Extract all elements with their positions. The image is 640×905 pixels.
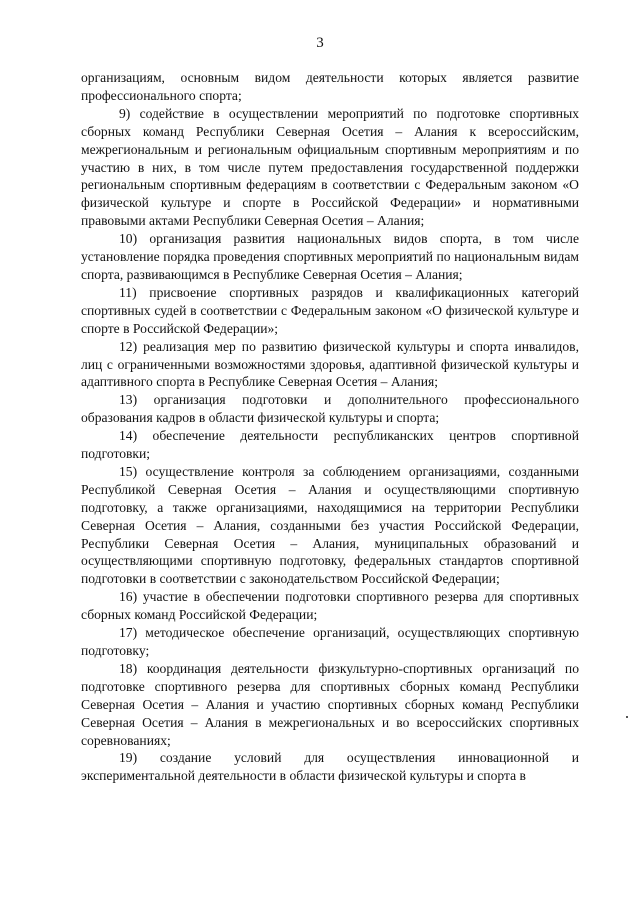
paragraph-item-17: 17) методическое обеспечение организаций, осуществляющих спортивную подготовку; (81, 625, 579, 658)
document-body (81, 69, 579, 785)
paragraph-item-16: 16) участие в обеспечении подготовки спортивного резерва для спортивных сборных команд Российской Федерации; (81, 589, 579, 623)
paragraph-item-13: 13) организация подготовки и дополнительного профессионального образования кадров в области физической культуры и спорта; (81, 392, 579, 426)
paragraph-item-15: 15) осуществление контроля за соблюдением организациями, созданными Республикой Северная Осетия – Алания и осуществляющими спортивную подготовку, а также организациями, находящимися на территории Республики Северная Осетия – Алания, созданными без участия Российской Федерации, Республики Северная Осетия – Алания, муниципальных образований и осуществляющими спортивную подготовку, федеральных стандартов спортивной подготовки в соответствии с законодательством Российской Федерации; (81, 463, 579, 587)
paragraph-item-19: 19) создание условий для осуществления инновационной и экспериментальной деятельности в области физической культуры и спорта в (81, 750, 579, 784)
scan-artifact-dot (626, 716, 628, 718)
page-number: 3 (316, 35, 324, 51)
paragraph-item-12: 12) реализация мер по развитию физической культуры и спорта инвалидов, лиц с ограниченными возможностями здоровья, адаптивной физической культуры и адаптивного спорта в Республике Северная Осетия – Алания; (81, 338, 579, 390)
paragraph-item-18: 18) координация деятельности физкультурно-спортивных организаций по подготовке спортивного резерва для спортивных сборных команд Республики Северная Осетия – Алания и участию спортивных сборных команд Республики Северная Осетия – Алания в межрегиональных и во всероссийских спортивных соревнованиях; (81, 660, 579, 748)
paragraph-item-11: 11) присвоение спортивных разрядов и квалификационных категорий спортивных судей в соответствии с Федеральным законом «О физической культуре и спорте в Российской Федерации»; (81, 284, 579, 336)
paragraph-item-10: 10) организация развития национальных видов спорта, в том числе установление порядка проведения спортивных мероприятий по национальным видам спорта, развивающимся в Республике Северная Осетия – Алания; (81, 231, 579, 282)
paragraph-item-9: 9) содействие в осуществлении мероприятий по подготовке спортивных сборных команд Республики Северная Осетия – Алания к всероссийским, межрегиональным и региональным официальным спортивным мероприятиям и по участию в них, в том числе путем предоставления государственной поддержки региональным спортивным федерациям в соответствии с Федеральным законом «О физической культуре и спорте в Российской Федерации» и нормативными правовыми актами Республики Северная Осетия – Алания; (81, 105, 579, 229)
paragraph-item-14: 14) обеспечение деятельности республиканских центров спортивной подготовки; (81, 428, 579, 462)
paragraph-continuation: организациям, основным видом деятельности которых является развитие профессионального спорта; (81, 70, 579, 103)
